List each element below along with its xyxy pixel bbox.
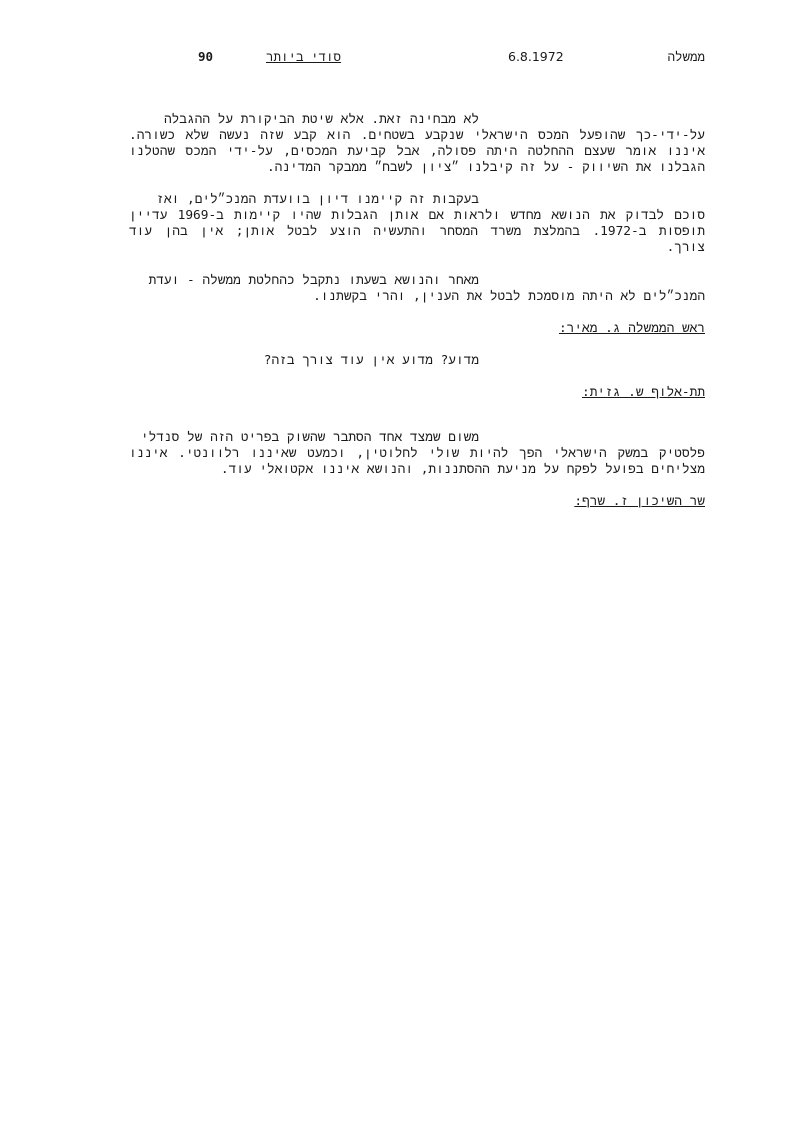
para2-line-2: סוכם לבדוק את הנושא מחדש ולראות אם אותן הגבלות שהיו קיימות ב-1969 עדיין [129, 208, 705, 223]
para4-line-3: מצליחים בפועל לפקח על מניעת ההסתננות, והנושא איננו אקטואלי עוד. [220, 462, 705, 477]
para4-line-1: משום שמצד אחד הסתבר שהשוק בפריט הזה של סנדלי [140, 430, 479, 445]
issuer-label: ממשלה [667, 49, 705, 64]
para3-line-2: המנכ״לים לא היתה מוסמכת לבטל את הענין, והרי בקשתנו. [313, 289, 705, 304]
document-date: 6.8.1972 [508, 49, 564, 64]
question-line: מדוע? מדוע אין עוד צורך בזה? [263, 353, 479, 368]
page-number: 90 [198, 49, 214, 64]
para4-line-2: פלסטיק במשק הישראלי הפך להיות שולי לחלוטין, וכמעט שאיננו רלוונטי. איננו [129, 446, 705, 461]
speaker-prime-minister: ראש הממשלה ג. מאיר: [558, 321, 705, 336]
para3-line-1: מאחר והנושא בשעתו נתקבל כהחלטת ממשלה - ועדת [148, 273, 479, 288]
para1-line-2: על-ידי-כך שהופעל המכס הישראלי שנקבע בשטחים. הוא קבע שזה נעשה שלא כשורה. [129, 128, 705, 143]
para1-line-1: לא מבחינה זאת. אלא שיטת הביקורת על ההגבלה [163, 112, 479, 127]
para2-line-4: צורך. [666, 240, 705, 255]
speaker-housing-minister: שר השיכון ז. שרף: [574, 494, 705, 509]
para2-line-1: בעקבות זה קיימנו דיון בוועדת המנכ״לים, ואז [156, 192, 479, 207]
speaker-brigadier-general: תת-אלוף ש. גזית: [582, 385, 705, 400]
classification-label: סודי ביותר [266, 49, 342, 64]
para1-line-3: איננו אומר שעצם ההחלטה היתה פסולה, אבל קביעת המכסים, על-ידי המכס שהטלנו [129, 144, 705, 159]
para2-line-3: תופסות ב-1972. בהמלצת משרד המסחר והתעשיה הוצע לבטל אותן; אין בהן עוד [129, 224, 705, 239]
para1-line-4: הגבלנו את השיווק - על זה קיבלנו ״ציון לשבח״ ממבקר המדינה. [266, 160, 705, 175]
